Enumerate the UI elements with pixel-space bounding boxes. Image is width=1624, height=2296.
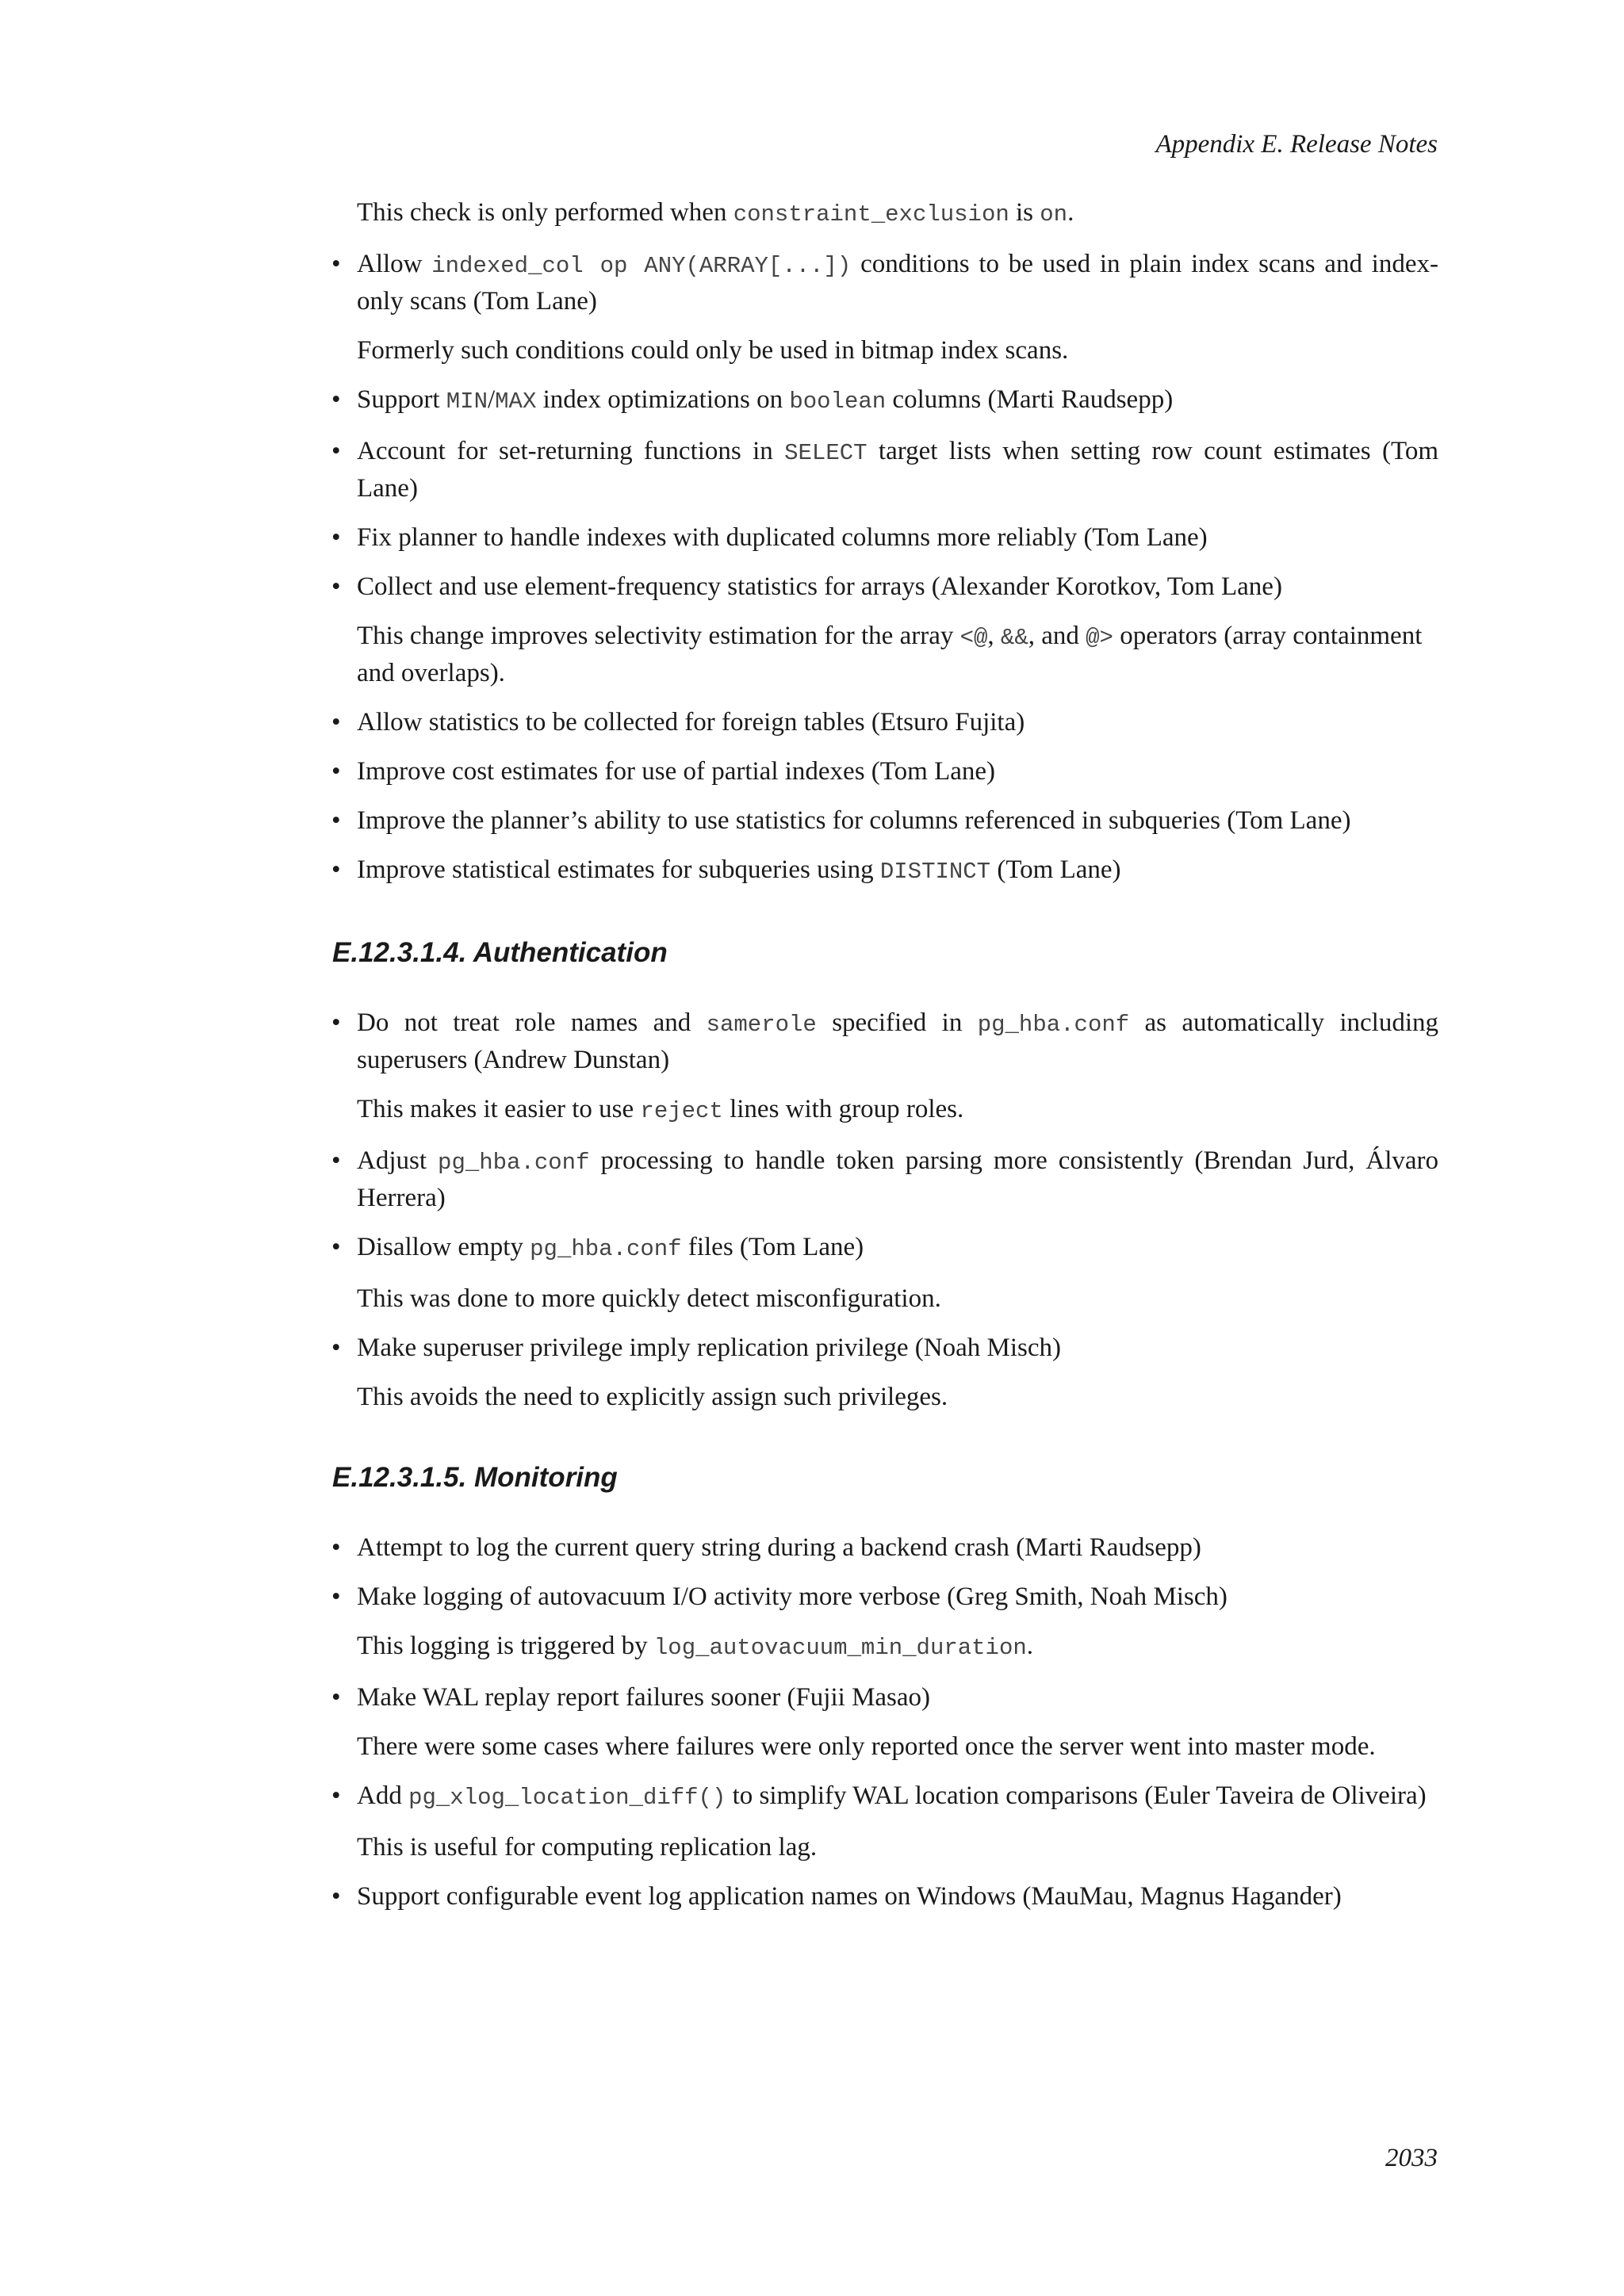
text: This change improves selectivity estimation for the array [357, 622, 960, 650]
section-heading-monitoring: E.12.3.1.5. Monitoring [332, 1462, 618, 1493]
text: processing to handle token parsing more consistently (Brendan Jurd, Álvaro Herrera) [357, 1146, 1438, 1212]
page-number: 2033 [1385, 2144, 1438, 2172]
text: (Tom Lane) [990, 855, 1121, 884]
planner-list [357, 247, 1438, 890]
code-term: on [1040, 201, 1068, 228]
text: target lists when setting row count estimates (Tom Lane) [357, 437, 1438, 503]
code-term: SELECT [784, 440, 868, 466]
code-term: boolean [789, 388, 887, 415]
text: , [987, 622, 1001, 650]
text: lines with group roles. [722, 1095, 964, 1123]
code-term: && [1000, 625, 1028, 651]
code-term: pg_hba.conf [977, 1012, 1130, 1038]
item-note: This is useful for computing replication lag. [357, 1833, 818, 1862]
code-term: pg_hba.conf [530, 1236, 682, 1262]
item-note [357, 618, 1438, 691]
list-item [357, 1230, 1438, 1267]
text: is [1009, 198, 1040, 227]
text: Do not treat role names and [357, 1008, 707, 1037]
authentication-list [357, 1005, 1438, 1414]
text: Add [357, 1781, 409, 1810]
text: / [487, 385, 496, 414]
list-item [357, 434, 1438, 506]
list-item: • Make superuser privilege imply replication privilege (Noah Misch) [357, 1330, 1438, 1365]
list-item [357, 247, 1438, 319]
list-item: • Allow statistics to be collected for foreign tables (Etsuro Fujita) [357, 705, 1438, 740]
list-item: • Make logging of autovacuum I/O activity more verbose (Greg Smith, Noah Misch) [357, 1579, 1438, 1614]
code-term: @> [1086, 625, 1113, 651]
item-note: There were some cases where failures were only reported once the server went into master mode. [357, 1732, 1376, 1761]
code-term: samerole [706, 1012, 817, 1038]
list-item: • Collect and use element-frequency statistics for arrays (Alexander Korotkov, Tom Lane) [357, 569, 1438, 604]
list-item [357, 382, 1438, 419]
code-term: MAX [495, 388, 537, 415]
text: to simplify WAL location comparisons (Euler Taveira de Oliveira) [726, 1781, 1427, 1810]
text: Adjust [357, 1146, 439, 1175]
code-term: constraint_exclusion [733, 201, 1009, 228]
text: Improve statistical estimates for subqueries using [357, 855, 880, 884]
code-term: DISTINCT [879, 859, 991, 885]
list-item: • Improve the planner’s ability to use statistics for columns referenced in subqueries (Tom Lane) [357, 803, 1438, 838]
code-term: log_autovacuum_min_duration [653, 1635, 1027, 1661]
text: This check is only performed when [357, 198, 733, 227]
text: Allow [357, 250, 432, 278]
list-item: • Fix planner to handle indexes with duplicated columns more reliably (Tom Lane) [357, 520, 1438, 555]
list-item [357, 852, 1438, 890]
running-header: Appendix E. Release Notes [1155, 130, 1438, 159]
text: columns (Marti Raudsepp) [886, 385, 1174, 414]
page-body [332, 195, 1438, 1928]
text: operators (array containment and overlaps). [357, 622, 1423, 687]
text: index optimizations on [536, 385, 790, 414]
list-item: • Make WAL replay report failures sooner (Fujii Masao) [357, 1680, 1438, 1715]
text: This logging is triggered by [357, 1632, 654, 1660]
item-note: Formerly such conditions could only be used in bitmap index scans. [357, 336, 1069, 365]
code-term: MIN [446, 388, 488, 415]
text: files (Tom Lane) [681, 1233, 864, 1261]
item-note [357, 1092, 1438, 1129]
list-item [357, 1143, 1438, 1215]
text: . [1067, 198, 1074, 227]
item-note: This avoids the need to explicitly assign such privileges. [357, 1383, 948, 1411]
list-item [357, 1778, 1438, 1816]
list-item: • Attempt to log the current query string during a backend crash (Marti Raudsepp) [357, 1530, 1438, 1565]
section-heading-authentication: E.12.3.1.4. Authentication [332, 937, 668, 968]
text: . [1026, 1632, 1034, 1660]
list-item: • Support configurable event log application names on Windows (MauMau, Magnus Hagander) [357, 1879, 1438, 1914]
code-term: reject [640, 1098, 723, 1124]
code-term: <@ [959, 625, 988, 651]
text: Account for set-returning functions in [357, 437, 785, 465]
item-note [357, 1628, 1438, 1666]
code-term: indexed_col op ANY(ARRAY[...]) [431, 253, 852, 279]
item-note: This was done to more quickly detect misconfiguration. [357, 1284, 941, 1313]
code-term: pg_hba.conf [438, 1150, 590, 1176]
text: Support [357, 385, 446, 414]
text: as automatically including superusers (Andrew Dunstan) [357, 1008, 1438, 1074]
text: Disallow empty [357, 1233, 530, 1261]
text: specified in [816, 1008, 978, 1037]
code-term: pg_xlog_location_diff() [408, 1785, 726, 1811]
list-item: • Improve cost estimates for use of partial indexes (Tom Lane) [357, 754, 1438, 789]
monitoring-list [357, 1530, 1438, 1914]
list-item [357, 1005, 1438, 1077]
text: conditions to be used in plain index scans and index-only scans (Tom Lane) [357, 250, 1438, 316]
intro-paragraph [357, 195, 1438, 232]
text: , and [1028, 622, 1086, 650]
text: This makes it easier to use [357, 1095, 641, 1123]
